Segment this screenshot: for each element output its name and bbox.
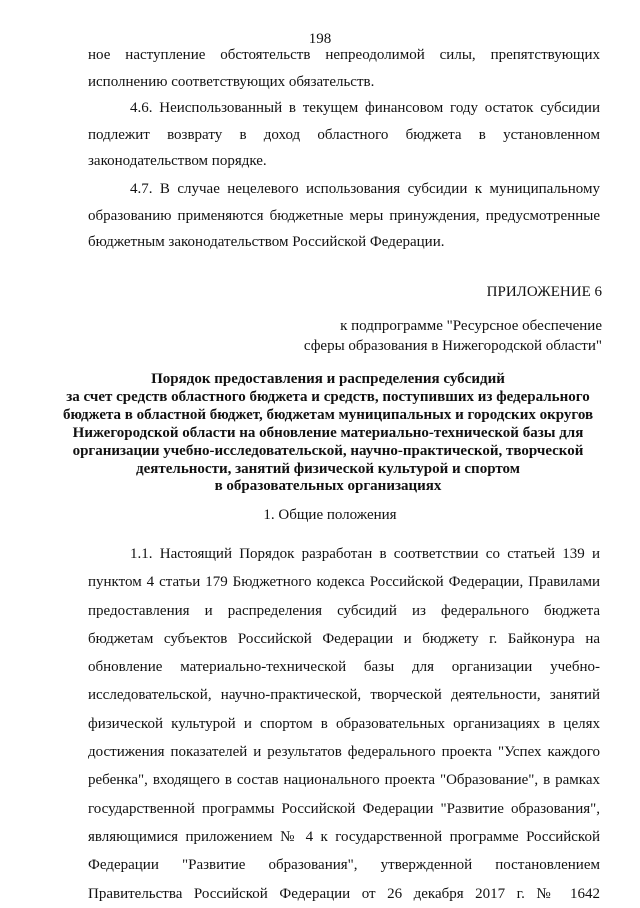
- title-line: Порядок предоставления и распределения субсидий: [151, 371, 505, 387]
- appendix-reference: [304, 316, 602, 356]
- paragraph-continuation: ное наступление обстоятельств непреодолимой силы, препятствующих исполнению соответствующих обязательств.: [88, 47, 600, 90]
- appendix-reference-line-1: к подпрограмме "Ресурсное обеспечение: [340, 318, 602, 334]
- appendix-reference-line-2: сферы образования в Нижегородской области": [303, 338, 602, 354]
- document-title: [58, 371, 598, 496]
- paragraph-4-6: 4.6. Неиспользованный в текущем финансовом году остаток субсидии подлежит возврату в доход областного бюджета в установленном законодательством порядке.: [88, 100, 600, 169]
- title-line: бюджета в областной бюджет, бюджетам муниципальных и городских округов: [62, 406, 594, 423]
- title-line: Нижегородской области на обновление материально-технической базы для: [72, 424, 584, 441]
- appendix-label: ПРИЛОЖЕНИЕ 6: [486, 284, 602, 300]
- title-line: за счет средств областного бюджета и средств, поступивших из федерального: [66, 388, 590, 405]
- title-line: деятельности, занятий физической культурой и спортом: [136, 460, 520, 477]
- title-line: в образовательных организациях: [214, 478, 442, 495]
- title-line: организации учебно-исследовательской, научно-практической, творческой: [72, 442, 584, 459]
- paragraph-4-7: 4.7. В случае нецелевого использования субсидии к муниципальному образованию применяются бюджетные меры принуждения, предусмотренные бюджетным законодательством Российской Федерации.: [88, 181, 600, 250]
- section-heading: 1. Общие положения: [263, 507, 397, 523]
- page-number: 198: [308, 31, 332, 47]
- paragraph-1-1: 1.1. Настоящий Порядок разработан в соответствии со статьей 139 и пунктом 4 статьи 179 Бюджетного кодекса Российской Федерации, Правилами предоставления и распределения субсидий из федерального бюджета бюджетам субъектов Российской Федерации и бюджету г. Байконура на обновление материально-технической базы для организации учебно-исследовательской, научно-практической, творческой деятельности, занятий физической культурой и спортом в образовательных организациях в целях достижения показателей и результатов федерального проекта "Успех каждого ребенка", входящего в состав национального проекта "Образование", в рамках государственной программы Российской Федерации "Развитие образования", являющимися приложением № 4 к государственной программе Российской Федерации "Развитие образования", утвержденной постановлением Правительства Российской Федерации от 26 декабря 2017 г. № 1642: [88, 546, 600, 902]
